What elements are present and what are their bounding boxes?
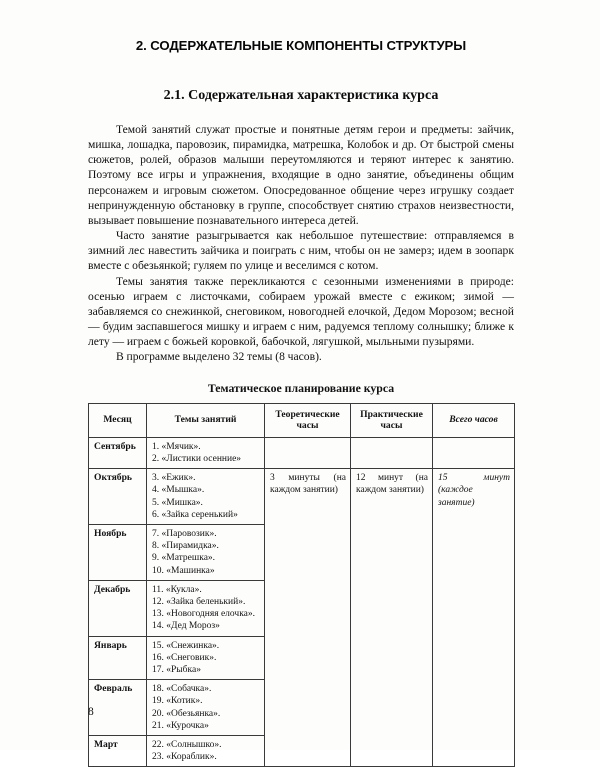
theme-item: 5. «Мишка». [152,497,260,509]
paragraph: Темой занятий служат простые и понятные детям герои и предметы: зайчик, мишка, лошадка, паровозик, пирамидка, матрешка, Колобок и др. От быстрой смены сюжетов, ролей, образов малыши переутомляются и теряют интерес к занятию. Поэтому все игры и упражнения, входящие в одно занятие, объединены общим персонажем и игровым сюжетом. Опосредованное общение через игрушку создает непринужденную обстановку в группе, способствует снятию страхов неизвестности, вызывает повышение познавательного интереса детей. [88,122,514,228]
cell-themes [147,469,265,525]
cell-month: Сентябрь [89,437,147,468]
page-content [88,0,514,767]
cell-month: Декабрь [89,580,147,636]
column-header-practice: Практические часы [351,403,433,437]
theme-item: 15. «Снежинка». [152,640,260,652]
cell-month: Март [89,735,147,766]
column-header-total: Всего часов [433,403,515,437]
theme-item: 17. «Рыбка» [152,664,260,676]
cell-practice-hours: 12 минут (на каждом занятии) [351,469,433,767]
theme-item: 13. «Новогодняя елочка». [152,608,260,620]
column-header-theory: Теоретические часы [265,403,351,437]
body-text [88,122,514,365]
theme-item: 23. «Кораблик». [152,751,260,763]
theme-item: 19. «Котик». [152,695,260,707]
theme-item: 12. «Зайка беленький». [152,596,260,608]
theme-item: 10. «Машинка» [152,565,260,577]
cell-total-hours: 15 минут (каждое занятие) [433,469,515,767]
cell-themes [147,636,265,680]
theme-item: 7. «Паровозик». [152,528,260,540]
theme-item: 18. «Собачка». [152,683,260,695]
theme-item: 4. «Мышка». [152,484,260,496]
theme-item: 21. «Курочка» [152,720,260,732]
theme-item: 3. «Ежик». [152,472,260,484]
table-header-row [89,403,515,437]
theme-item: 20. «Обезьянка». [152,708,260,720]
cell-month: Февраль [89,680,147,736]
cell-themes [147,580,265,636]
paragraph: Часто занятие разыгрывается как небольшое путешествие: отправляемся в зимний лес навестить зайчика и поиграть с ним, чтобы он не замерз; идем в зоопарк вместе с обезьянкой; гуляем по улице и веселимся с котом. [88,228,514,273]
cell-themes [147,680,265,736]
cell-themes [147,437,265,468]
paragraph: Темы занятия также перекликаются с сезонными изменениями в природе: осенью играем с листочками, собираем урожай вместе с ежиком; зимой — забавляемся со снежинкой, снеговиком, новогодней елочкой, Дедом Морозом; весной — будим заспавшегося мишку и играем с ним, радуемся теплому солнышку; ближе к лету — играем с божьей коровкой, бабочкой, лягушкой, мыльными пузырями. [88,274,514,350]
theme-item: 11. «Кукла». [152,584,260,596]
cell-total-empty [433,437,515,468]
cell-practice-empty [351,437,433,468]
theme-item: 22. «Солнышко». [152,739,260,751]
table-body [89,437,515,767]
cell-themes [147,735,265,766]
column-header-themes: Темы занятий [147,403,265,437]
theme-item: 16. «Снеговик». [152,652,260,664]
cell-month: Октябрь [89,469,147,525]
theme-item: 2. «Листики осенние» [152,453,260,465]
thematic-planning-table [88,403,515,767]
column-header-month: Месяц [89,403,147,437]
theme-item: 1. «Мячик». [152,441,260,453]
theme-item: 9. «Матрешка». [152,552,260,564]
theme-item: 6. «Зайка серенький» [152,509,260,521]
cell-themes [147,524,265,580]
table-row [89,437,515,468]
page-title: 2. СОДЕРЖАТЕЛЬНЫЕ КОМПОНЕНТЫ СТРУКТУРЫ [88,0,514,53]
paragraph: В программе выделено 32 темы (8 часов). [88,349,514,364]
cell-theory-empty [265,437,351,468]
section-subtitle: 2.1. Содержательная характеристика курса [88,53,514,104]
cell-month: Январь [89,636,147,680]
cell-month: Ноябрь [89,524,147,580]
table-row [89,469,515,525]
table-caption: Тематическое планирование курса [88,365,514,403]
page-number: 8 [88,706,94,718]
theme-item: 14. «Дед Мороз» [152,620,260,632]
cell-theory-hours: 3 минуты (на каждом занятии) [265,469,351,767]
theme-item: 8. «Пирамидка». [152,540,260,552]
